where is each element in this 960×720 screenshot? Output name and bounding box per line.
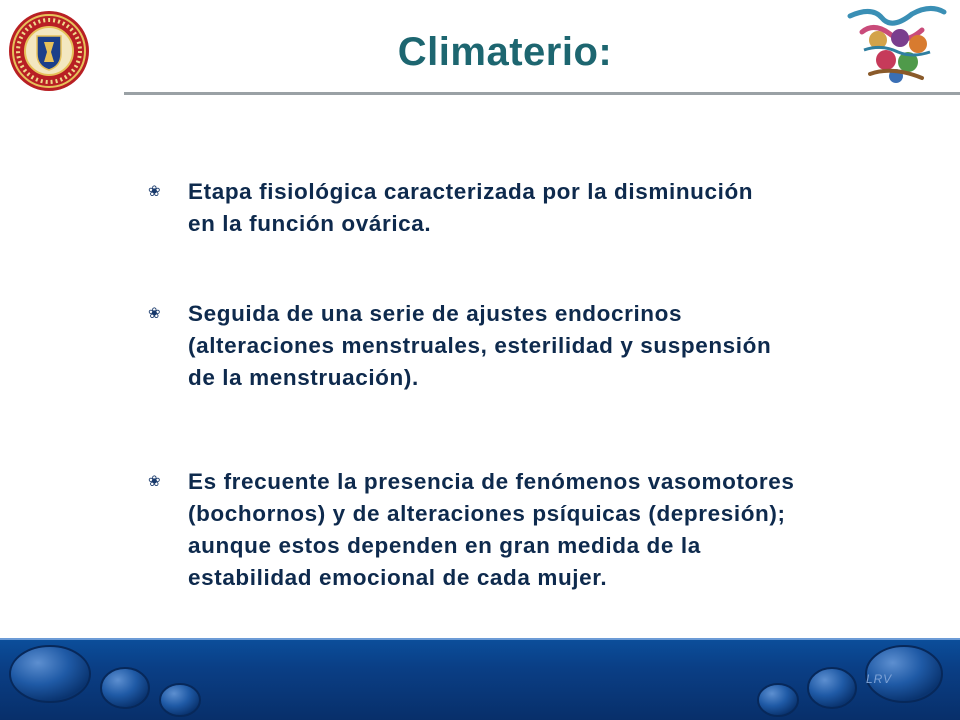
bullet-item	[148, 176, 928, 240]
leaf-bullet-icon: ❀	[148, 305, 162, 322]
footer-band	[0, 638, 960, 720]
bullet-text: Seguida de una serie de ajustes endocrinos (alteraciones menstruales, esterilidad y suspensión de la menstruación).	[188, 301, 772, 390]
title-divider	[124, 92, 960, 95]
leaf-bullet-icon: ❀	[148, 473, 162, 490]
footer-bubbles	[0, 638, 960, 720]
bullet-item	[148, 298, 928, 394]
author-initials: LRV	[866, 672, 893, 686]
dna-helix-logo-icon	[842, 4, 952, 86]
bullet-text: Es frecuente la presencia de fenómenos vasomotores (bochornos) y de alteraciones psíquicas (depresión); aunque estos dependen en gran medida de la estabilidad emocional de cada mujer.	[188, 469, 795, 590]
bullet-item	[148, 466, 948, 594]
leaf-bullet-icon: ❀	[148, 183, 162, 200]
slide-title: Climaterio:	[397, 30, 613, 74]
bullet-text: Etapa fisiológica caracterizada por la disminución en la función ovárica.	[188, 179, 754, 236]
